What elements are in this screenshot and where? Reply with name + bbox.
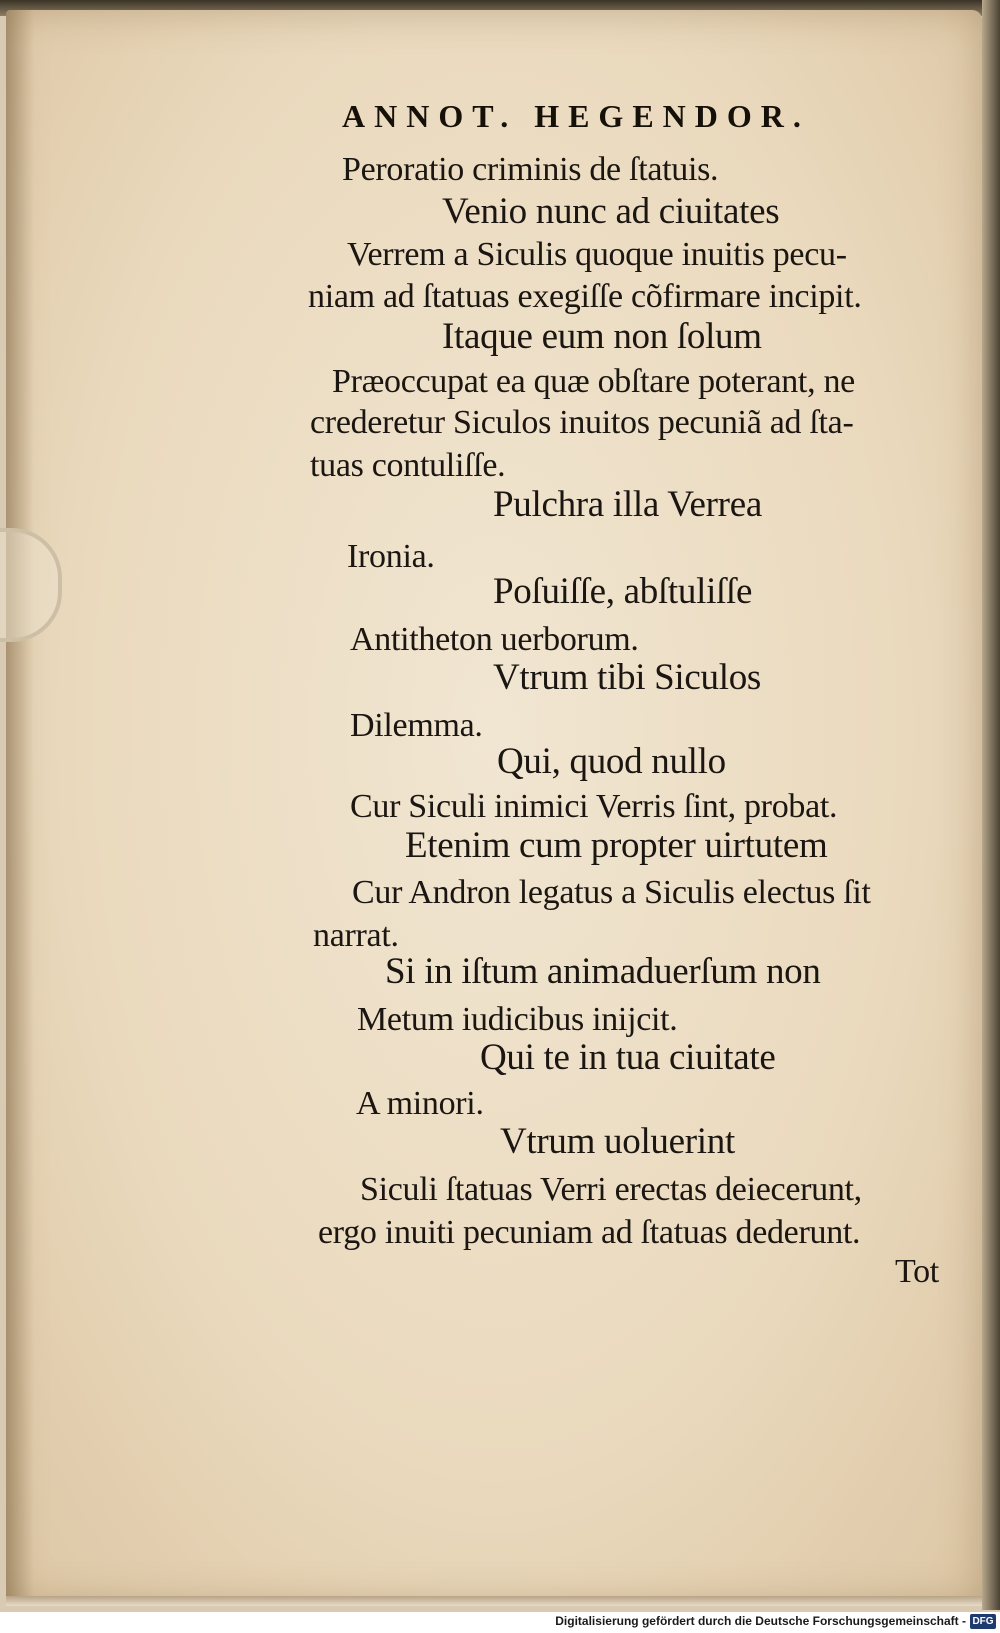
text-line: Ironia.	[347, 538, 435, 575]
lemma-line: Itaque eum non ſolum	[442, 316, 762, 357]
text-line: Peroratio criminis de ſtatuis.	[342, 151, 719, 188]
lemma-line: Pulchra illa Verrea	[493, 484, 762, 525]
lemma-line: Etenim cum propter uirtutem	[405, 825, 828, 866]
page-gutter-shadow	[6, 10, 34, 1605]
text-line: narrat.	[313, 917, 399, 954]
lemma-line: Qui te in tua ciuitate	[480, 1037, 776, 1078]
text-line: Cur Andron legatus a Siculis electus ſit	[352, 874, 871, 911]
text-line: ergo inuiti pecuniam ad ſtatuas dederunt.	[318, 1214, 861, 1251]
text-line: Cur Siculi inimici Verris ſint, probat.	[350, 788, 838, 825]
text-line: Antitheton uerborum.	[350, 621, 639, 658]
lemma-line: Qui, quod nullo	[497, 741, 726, 782]
lemma-line: Poſuiſſe, abſtuliſſe	[493, 571, 753, 612]
lemma-line: Venio nunc ad ciuitates	[442, 191, 780, 232]
lemma-line: Vtrum uoluerint	[500, 1121, 735, 1162]
catchword: Tot	[895, 1253, 939, 1290]
text-line: Verrem a Siculis quoque inuitis pecu-	[347, 236, 847, 273]
text-line: Metum iudicibus inijcit.	[357, 1001, 678, 1038]
scan-edge-right	[982, 0, 1000, 1610]
lemma-line: Si in iſtum animaduerſum non	[385, 951, 821, 992]
dfg-logo: DFG	[970, 1614, 996, 1629]
text-line: niam ad ſtatuas exegiſſe cõfirmare incipit.	[308, 278, 862, 315]
text-line: Siculi ſtatuas Verri erectas deiecerunt,	[360, 1171, 862, 1208]
running-head: ANNOT. HEGENDOR.	[342, 98, 810, 134]
text-line: tuas contuliſſe.	[310, 447, 506, 484]
digitization-credit: Digitalisierung gefördert durch die Deutsche Forschungsgemeinschaft -	[555, 1614, 966, 1628]
text-line: crederetur Siculos inuitos pecuniã ad ſta-	[310, 404, 854, 441]
text-line: Dilemma.	[350, 707, 483, 744]
page-bottom-edge	[6, 1596, 982, 1606]
text-line: A minori.	[356, 1085, 484, 1122]
text-line: Præoccupat ea quæ obſtare poterant, ne	[332, 363, 855, 400]
lemma-line: Vtrum tibi Siculos	[493, 657, 761, 698]
